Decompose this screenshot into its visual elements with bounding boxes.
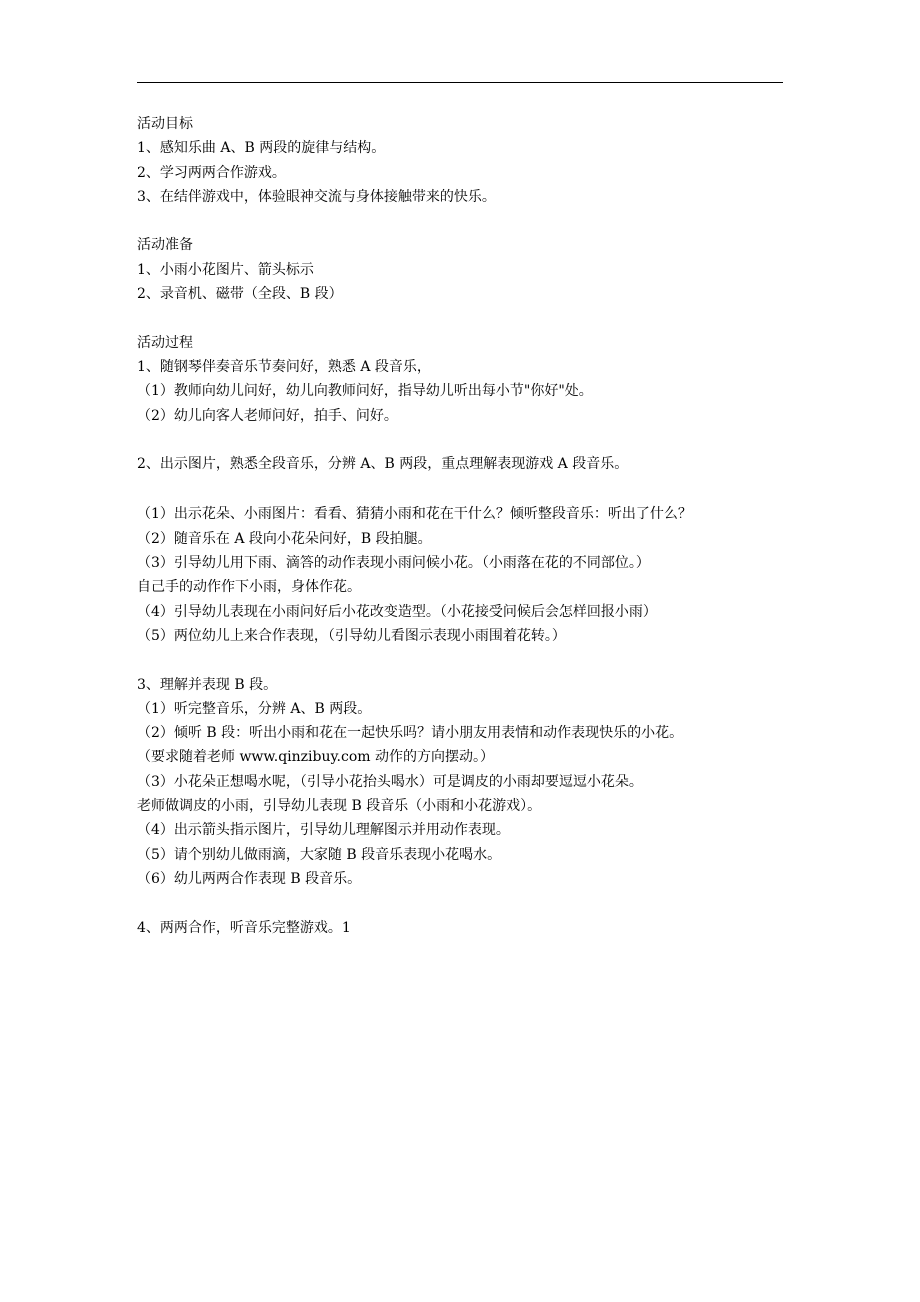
- step-item: （1）听完整音乐，分辨 A、B 两段。: [137, 700, 372, 717]
- prep-item: 1、小雨小花图片、箭头标示: [137, 261, 314, 278]
- spacer: [137, 428, 827, 452]
- step-item: （3）引导幼儿用下雨、滴答的动作表现小雨问候小花。（小雨落在花的不同部位。）: [137, 555, 650, 572]
- step-item: （1）教师向幼儿问好，幼儿向教师问好，指导幼儿听出每小节"你好"处。: [137, 383, 593, 400]
- step-item: （5）请个别幼儿做雨滴，大家随 B 段音乐表现小花喝水。: [137, 846, 502, 863]
- goal-item: 2、学习两两合作游戏。: [137, 164, 286, 181]
- step-item: 自己手的动作作下小雨，身体作花。: [137, 579, 361, 596]
- step-title: 3、理解并表现 B 段。: [137, 676, 278, 693]
- step-item: （2）随音乐在 A 段向小花朵问好，B 段拍腿。: [137, 530, 432, 547]
- step-title: 4、两两合作，听音乐完整游戏。1: [137, 919, 351, 936]
- document-body: [137, 112, 827, 940]
- step-title: 2、出示图片，熟悉全段音乐，分辨 A、B 两段，重点理解表现游戏 A 段音乐。: [137, 456, 629, 473]
- step-title: 1、随钢琴伴奏音乐节奏问好，熟悉 A 段音乐，: [137, 358, 431, 375]
- process-heading: 活动过程: [137, 334, 193, 351]
- step-item: （3）小花朵正想喝水呢，（引导小花抬头喝水）可是调皮的小雨却要逗逗小花朵。: [137, 773, 643, 790]
- step-item: （4）引导幼儿表现在小雨问好后小花改变造型。（小花接受问候后会怎样回报小雨）: [137, 603, 657, 620]
- spacer: [137, 209, 827, 233]
- spacer: [137, 648, 827, 672]
- step-item: （6）幼儿两两合作表现 B 段音乐。: [137, 870, 362, 887]
- goal-item: 1、感知乐曲 A、B 两段的旋律与结构。: [137, 140, 386, 157]
- goals-heading: 活动目标: [137, 116, 193, 132]
- spacer: [137, 476, 827, 502]
- goal-item: 3、在结伴游戏中，体验眼神交流与身体接触带来的快乐。: [137, 188, 496, 205]
- prep-item: 2、录音机、磁带（全段、B 段）: [137, 286, 343, 303]
- step-item: （4）出示箭头指示图片，引导幼儿理解图示并用动作表现。: [137, 822, 510, 839]
- spacer: [137, 306, 827, 330]
- prep-heading: 活动准备: [137, 237, 193, 254]
- step-item: 老师做调皮的小雨，引导幼儿表现 B 段音乐（小雨和小花游戏）。: [137, 798, 542, 815]
- step-item: （2）幼儿向客人老师问好，拍手、问好。: [137, 407, 398, 424]
- spacer: [137, 891, 827, 915]
- step-item: （要求随着老师 www.qinzibuy.com 动作的方向摆动。）: [137, 749, 494, 766]
- step-item: （5）两位幼儿上来合作表现，（引导幼儿看图示表现小雨围着花转。）: [137, 627, 566, 644]
- step-item: （2）倾听 B 段：听出小雨和花在一起快乐吗？请小朋友用表情和动作表现快乐的小花。: [137, 725, 684, 742]
- step-item: （1）出示花朵、小雨图片：看看、猜猜小雨和花在干什么？倾听整段音乐：听出了什么？: [137, 506, 692, 523]
- header-rule: [137, 82, 783, 83]
